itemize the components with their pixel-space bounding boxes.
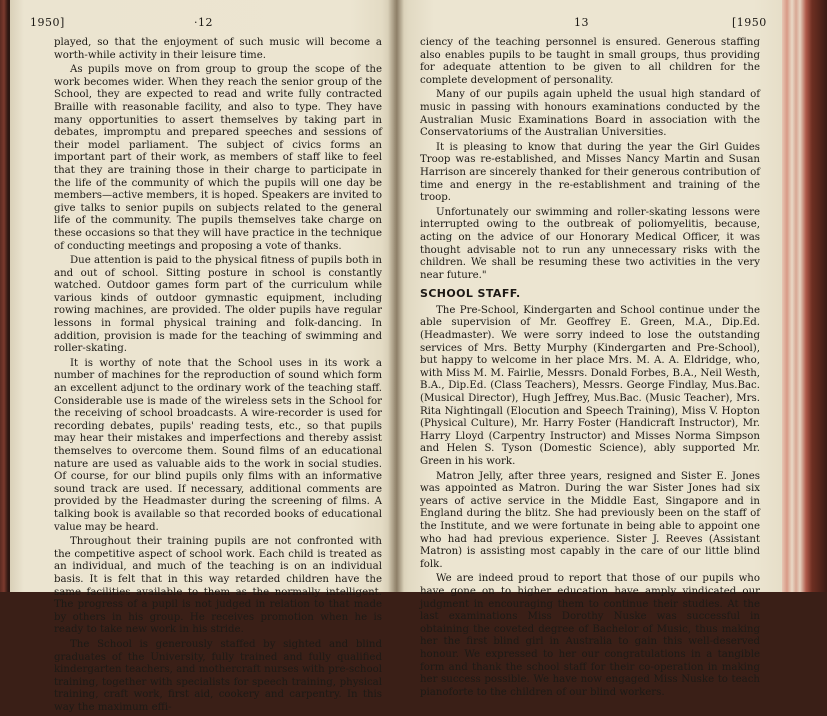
paragraph: Due attention is paid to the physical fitness of pupils both in and out of school. Sitting posture in school is constantly watched. Outdoor games form part of the curriculum while various kinds of outdoor gymnastic equipment, including rowing machines, are provided. The older pupils have regular lessons in formal physical training and folk-dancing. In addition, provision is made for the teaching of swimming and roller-skating. [54,255,382,355]
left-body-text [54,37,382,716]
paragraph: It is worthy of note that the School uses in its work a number of machines for the reproduction of sound which form an excellent adjunct to the ordinary work of the teaching staff. Considerable use is made of the wireless sets in the School for the receiving of school broadcasts. A wire-recorder is used for recording debates, pupils' reading tests, etc., so that pupils may hear their mistakes and imperfections and thereby assist themselves to overcome them. Sound films of an educational nature are used as valuable aids to the work in social studies. Of course, for our blind pupils only films with an informative sound track are used. If necessary, additional comments are provided by the Headmaster during the screening of films. A talking book is available so that recorded books of educational value may be heard. [54,357,382,533]
paragraph: Matron Jelly, after three years, resigned and Sister E. Jones was appointed as Matron. During the war Sister Jones had six years of active service in the Middle East, Singapore and in England during the blitz. She had previously been on the staff of the Institute, and we were fortunate in being able to appoint one who had had previous experience. Sister J. Reeves (Assistant Matron) is assisting most capably in the care of our little blind folk. [420,470,760,570]
right-header-page-number: 13 [574,16,589,29]
right-paragraphs-top [420,37,760,282]
paragraph: Unfortunately our swimming and roller-skating lessons were interrupted owing to the outbreak of poliomyelitis, because, acting on the advice of our Honorary Medical Officer, it was thought advisable not to run any unnecessary risks with the children. We shall be resuming these two activities in the very near future." [420,206,760,281]
paragraph: As pupils move on from group to group the scope of the work becomes wider. When they reach the senior group of the School, they are expected to read and write fully contracted Braille with reasonable facility, and also to type. They have many opportunities to assert themselves by taking part in debates, impromptu and prepared speeches and sessions of their model parliament. The subject of civics forms an important part of their work, as members of staff like to feel that they are training those in their charge to participate in the life of the community of which the pupils will one day be members—active members, it is hoped. Speakers are invited to give talks to senior pupils on subjects related to the general life of the community. The pupils themselves take charge on these occasions so that they will have practice in the technique of conducting meetings and proposing a vote of thanks. [54,64,382,252]
paragraph: It is pleasing to know that during the year the Girl Guides Troop was re-established, and Misses Nancy Martin and Susan Harrison are sincerely thanked for their generous contribution of time and energy in the re-establishment and training of the troop. [420,141,760,204]
right-body-text [420,37,760,701]
right-header-year: [1950 [732,16,767,29]
right-page [394,0,782,698]
paragraph: The Pre-School, Kindergarten and School continue under the able supervision of Mr. Geoffrey E. Green, M.A., Dip.Ed. (Headmaster). We were sorry indeed to lose the outstanding services of Mrs. Betty Murphy (Kindergarten and Pre-School), but happy to welcome in her place Mrs. M. A. A. Eldridge, who, with Miss M. M. Fairlie, Messrs. Donald Forbes, B.A., Neil Westh, B.A., Dip.Ed. (Class Teachers), Messrs. George Findlay, Mus.Bac. (Musical Director), Hugh Jeffrey, Mus.Bac. (Music Teacher), Mrs. Rita Nightingall (Elocution and Speech Training), Miss V. Hopton (Physical Culture), Mr. Harry Foster (Handicraft Instructor), Mr. Harry Lloyd (Carpentry Instructor) and Misses Norma Simpson and Helen S. Tyson (Domestic Science), ably supported Mr. Green in his work. [420,304,760,467]
left-page [10,0,394,713]
paragraph: ciency of the teaching personnel is ensured. Generous staffing also enables pupils to be taught in small groups, thus providing for adequate attention to be given to all children for the complete development of personality. [420,37,760,86]
paragraph: The School is generously staffed by sighted and blind graduates of the University, fully trained and fully qualified kindergarten teachers, and mothercraft nurses with pre-school training, together with specialists for speech training, physical training, craft work, first aid, cookery and carpentry. In this way the maximum effi- [54,638,382,713]
section-heading: SCHOOL STAFF. [420,287,521,301]
paragraph: We are indeed proud to report that those of our pupils who have gone on to higher education have amply vindicated our judgment in encouraging them to continue their studies. At the last examinations Miss Dorothy Nuske was successful in obtaining the coveted degree of Bachelor of Music, thus making her the first blind girl in Australia to gain this well-deserved honour. We expressed to her our congratulations in a tangible form and thank the school staff for their co-operation in making her success possible. We have now engaged Miss Nuske to teach pianoforte to the children of our blind workers. [420,573,760,698]
right-paragraphs-bottom [420,305,760,699]
book-gutter [388,0,404,592]
paragraph: Throughout their training pupils are not confronted with the competitive aspect of school work. Each child is treated as an individual, and much of the teaching is on an individual basis. It is felt that in this way retarded children have the same facilities available to them as the normally intelligent. The progress of a pupil is not judged in relation to that made by others in his group. He receives promotion when he is ready to take new work in his stride. [54,536,382,636]
left-header-page-number: ·12 [194,16,213,29]
left-header-year: 1950] [30,16,65,29]
paragraph: Many of our pupils again upheld the usual high standard of music in passing with honours examinations conducted by the Australian Music Examinations Board in association with the Conservatoriums of the Australian Universities. [420,89,760,139]
paragraph: played, so that the enjoyment of such music will become a worth-while activity in their leisure time. [54,37,382,61]
page-edges [782,0,827,592]
